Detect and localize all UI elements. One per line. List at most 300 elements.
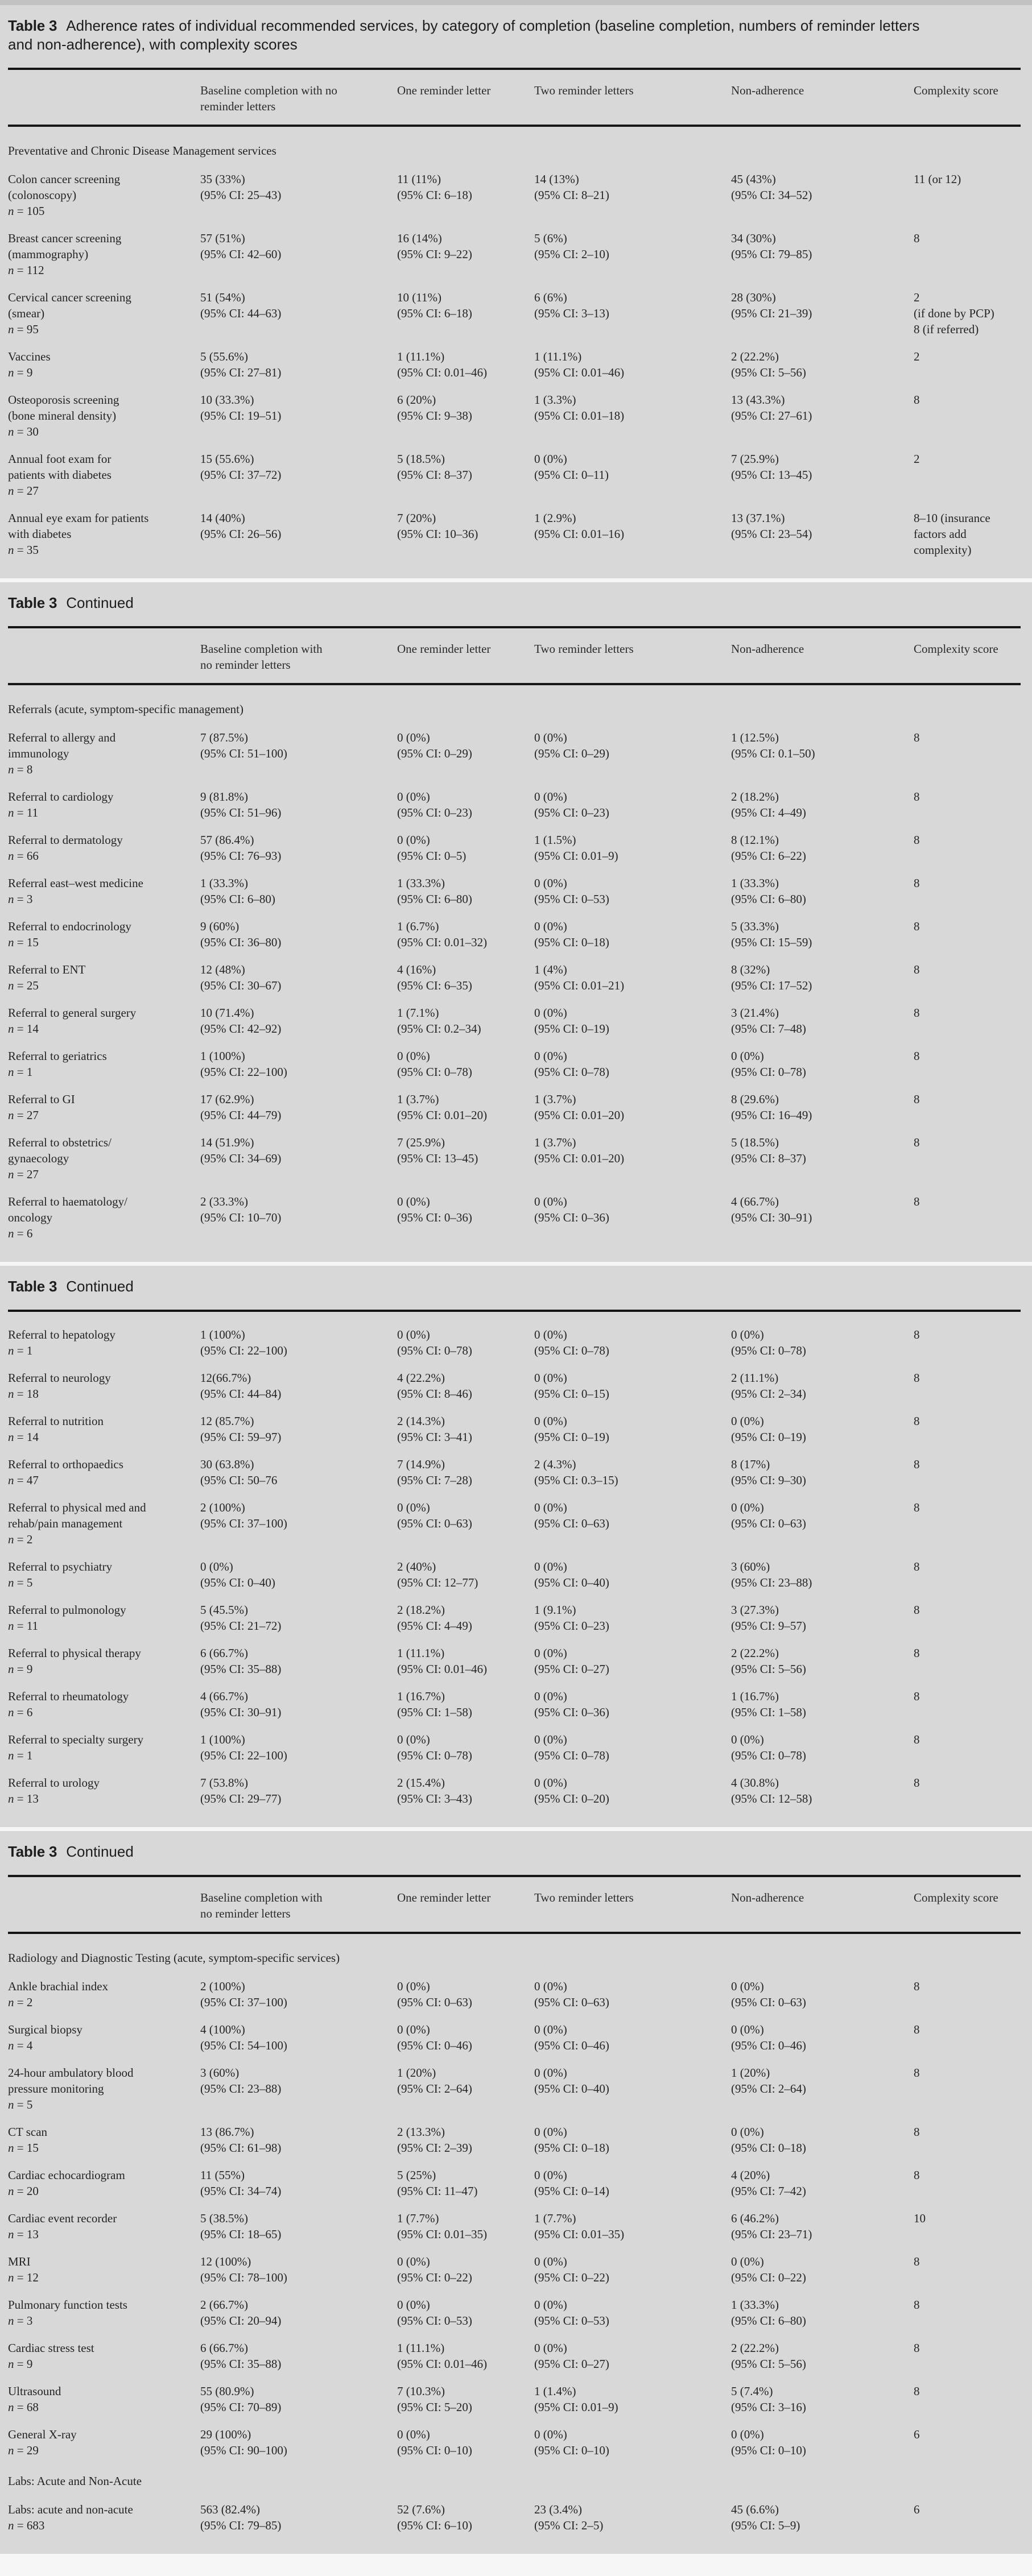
stat-value: 7 (25.9%) [731,452,779,466]
sample-size [8,365,193,380]
stat-value: 0 (0%) [534,2255,567,2268]
stat-cell [200,1500,397,1531]
service-line: Referral to orthopaedics [8,1457,123,1471]
stat-cell [397,2297,534,2329]
stat-cell [534,2254,731,2285]
stat-value: 6 (66.7%) [200,1646,248,1660]
stat-cell [397,289,534,321]
service-line: Cardiac echocardiogram [8,2168,125,2182]
stat-value: 1 (11.1%) [397,2341,445,2355]
stat-cell [200,2254,397,2285]
stat-cell [534,875,731,907]
stat-value: 5 (33.3%) [731,920,779,933]
stat-value: 13 (43.3%) [731,393,785,407]
service-cell [8,2124,200,2156]
stat-value: 5 (18.5%) [397,452,445,466]
stat-ci: (95% CI: 44–79) [200,1108,282,1122]
stat-value: 5 (55.6%) [200,350,248,363]
stat-ci: (95% CI: 9–22) [397,247,472,261]
stat-cell [731,962,914,993]
stat-value: 1 (3.7%) [534,1136,576,1149]
stat-ci: (95% CI: 30–91) [200,1705,282,1719]
complexity-line: 8 [914,231,920,245]
stat-ci: (95% CI: 0–46) [534,2039,609,2052]
complexity-cell [914,2340,1021,2356]
sample-size-value: = 47 [14,1473,39,1487]
table-body [8,1312,1021,1807]
service-line: Referral to pulmonology [8,1603,126,1617]
sample-size-value: = 5 [14,2098,33,2111]
stat-value: 0 (0%) [534,1689,567,1703]
stat-ci: (95% CI: 5–9) [731,2519,800,2532]
stat-ci: (95% CI: 6–80) [731,892,806,906]
stat-cell [534,2426,731,2458]
stat-cell [200,392,397,424]
complexity-line: 8 [914,1689,920,1703]
service-line: Referral to specialty surgery [8,1733,144,1746]
stat-ci: (95% CI: 0.01–35) [397,2227,488,2241]
stat-ci: (95% CI: 0–40) [534,2082,609,2095]
stat-ci: (95% CI: 8–37) [731,1152,806,1165]
stat-cell [731,2297,914,2329]
stat-cell [200,730,397,761]
service-cell [8,1413,200,1445]
service-cell [8,349,200,380]
stat-cell [200,1456,397,1488]
sample-size-symbol: n [8,1227,14,1240]
stat-value: 0 (0%) [534,2125,567,2139]
table-body [8,685,1021,1241]
table-label: Table 3 [8,1843,57,1860]
stat-value: 3 (21.4%) [731,1006,779,1020]
stat-cell [397,1978,534,2010]
sample-size-value: = 29 [14,2444,39,2457]
stat-cell [534,2502,731,2533]
stat-value: 2 (18.2%) [731,790,779,804]
table-body [8,1934,1021,2533]
service-line: Referral to general surgery [8,1006,137,1020]
stat-cell [200,1559,397,1591]
stat-cell [397,1413,534,1445]
table-row [8,2502,1021,2533]
service-line: Referral to obstetrics/ [8,1136,112,1149]
sample-size-value: = 9 [14,2357,33,2371]
stat-ci: (95% CI: 0–78) [397,1749,472,1762]
stat-ci: (95% CI: 0.01–46) [397,1662,488,1676]
stat-ci: (95% CI: 15–59) [731,935,812,949]
stat-ci: (95% CI: 25–43) [200,188,282,202]
stat-cell [200,2167,397,2199]
complexity-line: 8–10 (insurance [914,511,990,525]
stat-value: 6 (20%) [397,393,436,407]
stat-cell [397,230,534,262]
stat-ci: (95% CI: 23–88) [200,2082,282,2095]
stat-value: 1 (100%) [200,1328,245,1341]
sample-size [8,2226,193,2242]
stat-value: 1 (2.9%) [534,511,576,525]
service-cell [8,1327,200,1359]
complexity-cell [914,1978,1021,1994]
stat-cell [200,1413,397,1445]
stat-value: 563 (82.4%) [200,2503,260,2516]
stat-cell [200,1775,397,1807]
stat-cell [200,2297,397,2329]
stat-value: 2 (40%) [397,1560,436,1573]
stat-value: 2 (100%) [200,1979,245,1993]
stat-ci: (95% CI: 42–60) [200,247,282,261]
sample-size-value: = 6 [14,1227,33,1240]
complexity-line: 2 [914,452,920,466]
table-title-line [8,35,1009,54]
complexity-line: 8 [914,1414,920,1428]
stat-cell [731,1005,914,1037]
sample-size-symbol: n [8,204,14,218]
sample-size-symbol: n [8,935,14,949]
stat-cell [534,918,731,950]
stat-cell [200,230,397,262]
stat-ci: (95% CI: 0–40) [200,1576,275,1589]
stat-ci: (95% CI: 0.2–34) [397,1022,481,1036]
complexity-cell [914,1559,1021,1575]
complexity-cell [914,392,1021,408]
stat-ci: (95% CI: 0–18) [534,935,609,949]
table-row [8,1091,1021,1123]
service-line: rehab/pain management [8,1517,123,1530]
stat-ci: (95% CI: 8–37) [397,468,472,482]
stat-cell [397,2167,534,2199]
complexity-cell [914,2022,1021,2037]
stat-ci: (95% CI: 18–65) [200,2227,282,2241]
stat-cell [200,875,397,907]
sample-size [8,203,193,219]
complexity-cell [914,2297,1021,2313]
sample-size [8,2356,193,2372]
stat-value: 0 (0%) [731,2255,764,2268]
service-line: Vaccines [8,350,51,363]
complexity-line: 8 [914,2066,920,2080]
service-line: Referral to dermatology [8,833,123,847]
stat-cell [200,1327,397,1359]
stat-ci: (95% CI: 0–27) [534,1662,609,1676]
sample-size-symbol: n [8,2039,14,2052]
stat-value: 4 (16%) [397,963,436,976]
complexity-line: 8 [914,2384,920,2398]
table-title-line [8,594,1009,612]
stat-ci: (95% CI: 0.01–20) [534,1108,625,1122]
sample-size-value: = 20 [14,2184,39,2198]
stat-value: 52 (7.6%) [397,2503,445,2516]
stat-cell [200,1645,397,1677]
stat-ci: (95% CI: 0–78) [731,1749,806,1762]
service-line: Referral to psychiatry [8,1560,113,1573]
stat-cell [200,171,397,203]
service-cell [8,789,200,821]
section-heading: Referrals (acute, symptom-specific management) [8,702,243,716]
stat-cell [397,789,534,821]
service-cell [8,230,200,278]
stat-ci: (95% CI: 6–80) [200,892,275,906]
stat-ci: (95% CI: 9–57) [731,1619,806,1633]
service-line: Ankle brachial index [8,1979,109,1993]
stat-ci: (95% CI: 0.01–46) [397,366,488,379]
stat-value: 10 (71.4%) [200,1006,254,1020]
stat-value: 4 (66.7%) [200,1689,248,1703]
stat-ci: (95% CI: 0–19) [731,1430,806,1444]
stat-ci: (95% CI: 0.01–46) [534,366,625,379]
complexity-line: (if done by PCP) [914,307,994,320]
stat-ci: (95% CI: 0.01–32) [397,935,488,949]
stat-ci: (95% CI: 0–63) [731,1517,806,1530]
stat-value: 1 (100%) [200,1049,245,1063]
column-header-complexity: Complexity score [914,642,998,656]
stat-value: 1 (33.3%) [200,876,248,890]
sample-size [8,1429,193,1445]
service-line: oncology [8,1211,53,1224]
stat-value: 16 (14%) [397,231,442,245]
stat-ci: (95% CI: 34–52) [731,188,812,202]
stat-ci: (95% CI: 35–88) [200,2357,282,2371]
stat-ci: (95% CI: 5–20) [397,2400,472,2414]
table-row [8,230,1021,278]
stat-cell [534,2167,731,2199]
stat-cell [200,2502,397,2533]
stat-cell [200,2210,397,2242]
stat-value: 1 (11.1%) [534,350,582,363]
sample-size-value: = 9 [14,366,33,379]
complexity-cell [914,1327,1021,1343]
stat-value: 0 (0%) [397,1328,430,1341]
sample-size-symbol: n [8,1065,14,1079]
table-row [8,2124,1021,2156]
sample-size-symbol: n [8,2519,14,2532]
stat-cell [534,1645,731,1677]
stat-ci: (95% CI: 2–64) [397,2082,472,2095]
service-line: Referral to cardiology [8,790,114,804]
stat-cell [731,2124,914,2156]
stat-value: 0 (0%) [731,1979,764,1993]
stat-cell [534,1134,731,1166]
complexity-line: 8 [914,1136,920,1149]
stat-ci: (95% CI: 19–51) [200,409,282,423]
table-block [0,5,1032,578]
stat-cell [200,918,397,950]
sample-size-symbol: n [8,2184,14,2198]
stat-ci: (95% CI: 23–71) [731,2227,812,2241]
sample-size-symbol: n [8,1995,14,2009]
stat-cell [731,1091,914,1123]
table-row [8,2340,1021,2372]
service-line: Cardiac stress test [8,2341,94,2355]
stat-cell [731,349,914,380]
complexity-cell [914,2124,1021,2140]
stat-value: 1 (1.5%) [534,833,576,847]
stat-ci: (95% CI: 0–18) [534,2141,609,2155]
stat-cell [731,1978,914,2010]
sample-size-value: = 2 [14,1533,33,1546]
sample-size [8,761,193,777]
stat-cell [534,289,731,321]
complexity-line: complexity) [914,543,972,557]
stat-value: 0 (0%) [397,1049,430,1063]
complexity-line: 8 [914,1776,920,1790]
service-cell [8,1978,200,2010]
stat-ci: (95% CI: 0–36) [397,1211,472,1224]
stat-cell [397,2124,534,2156]
stat-cell [397,451,534,483]
stat-ci: (95% CI: 0–29) [397,747,472,760]
sample-size-value: = 95 [14,322,39,336]
stat-ci: (95% CI: 0–5) [397,849,467,863]
table-block [0,582,1032,1262]
stat-ci: (95% CI: 0–19) [534,1022,609,1036]
table-label: Table 3 [8,1278,57,1295]
complexity-cell [914,1370,1021,1386]
stat-cell [534,1500,731,1531]
stat-cell [731,510,914,542]
service-line: gynaecology [8,1152,69,1165]
stat-cell [200,962,397,993]
stat-ci: (95% CI: 90–100) [200,2444,287,2457]
sample-size [8,1166,193,1182]
stat-ci: (95% CI: 0–10) [731,2444,806,2457]
complexity-cell [914,510,1021,558]
sample-size-value: = 683 [14,2519,45,2532]
stat-ci: (95% CI: 2–5) [534,2519,604,2532]
sample-size [8,1618,193,1634]
complexity-line: 8 (if referred) [914,322,979,336]
stat-value: 35 (33%) [200,172,245,186]
service-cell [8,730,200,777]
sample-size-value: = 68 [14,2400,39,2414]
stat-value: 0 (0%) [534,2428,567,2441]
stat-cell [397,1091,534,1123]
stat-value: 11 (55%) [200,2168,245,2182]
sample-size [8,891,193,907]
sample-size [8,483,193,499]
complexity-cell [914,1500,1021,1515]
stat-value: 5 (18.5%) [731,1136,779,1149]
stat-value: 2 (33.3%) [200,1195,248,1208]
stat-cell [731,1370,914,1402]
service-line: CT scan [8,2125,48,2139]
service-cell [8,832,200,864]
sample-size-value: = 11 [14,806,39,819]
stat-value: 1 (7.7%) [534,2211,576,2225]
stat-cell [534,451,731,483]
stat-value: 2 (66.7%) [200,2298,248,2312]
stat-ci: (95% CI: 27–61) [731,409,812,423]
stat-ci: (95% CI: 0–22) [731,2271,806,2284]
service-cell [8,875,200,907]
stat-value: 0 (0%) [397,2023,430,2036]
complexity-line: 8 [914,1049,920,1063]
stat-cell [731,2254,914,2285]
stat-value: 0 (0%) [397,1733,430,1746]
service-line: Referral to nutrition [8,1414,104,1428]
stat-cell [534,1456,731,1488]
sample-size-symbol: n [8,1022,14,1036]
stat-value: 0 (0%) [534,1979,567,1993]
stat-cell [397,875,534,907]
stat-ci: (95% CI: 0–15) [534,1387,609,1401]
sample-size-symbol: n [8,2400,14,2414]
column-header-line: reminder letters [200,100,276,113]
complexity-line: 8 [914,1006,920,1020]
sample-size-symbol: n [8,763,14,776]
complexity-line: 8 [914,2023,920,2036]
table-title-line [8,16,1009,35]
complexity-line: 2 [914,291,920,304]
complexity-cell [914,1091,1021,1107]
table-row [8,2167,1021,2199]
stat-ci: (95% CI: 30–91) [731,1211,812,1224]
sample-size-symbol: n [8,2271,14,2284]
stat-cell [200,1048,397,1080]
stat-cell [731,2502,914,2533]
sample-size [8,2269,193,2285]
stat-value: 0 (0%) [534,1371,567,1385]
stat-value: 0 (0%) [731,2125,764,2139]
stat-ci: (95% CI: 0–78) [397,1344,472,1357]
stat-ci: (95% CI: 0–63) [731,1995,806,2009]
stat-value: 5 (7.4%) [731,2384,773,2398]
sample-size-value: = 13 [14,1792,39,1805]
sample-size-value: = 3 [14,2314,33,2327]
stat-value: 1 (100%) [200,1733,245,1746]
sample-size-value: = 4 [14,2039,33,2052]
stat-ci: (95% CI: 6–35) [397,979,472,992]
stat-cell [534,1602,731,1634]
column-header-baseline [200,82,397,114]
service-cell [8,451,200,499]
sample-size [8,2442,193,2458]
stat-value: 55 (80.9%) [200,2384,254,2398]
sample-size-symbol: n [8,1387,14,1401]
stat-cell [200,1370,397,1402]
service-line: Ultrasound [8,2384,61,2398]
stat-ci: (95% CI: 0–46) [731,2039,806,2052]
stat-ci: (95% CI: 50–76 [200,1473,278,1487]
stat-cell [200,1602,397,1634]
stat-value: 14 (40%) [200,511,245,525]
stat-cell [397,1688,534,1720]
stat-value: 29 (100%) [200,2428,251,2441]
stat-value: 1 (33.3%) [731,876,779,890]
stat-cell [534,1327,731,1359]
service-line: Annual eye exam for patients [8,511,149,525]
stat-ci: (95% CI: 1–58) [731,1705,806,1719]
complexity-line: 8 [914,1733,920,1746]
service-line: Colon cancer screening [8,172,121,186]
sample-size [8,2140,193,2156]
service-cell [8,1559,200,1591]
stat-cell [397,730,534,761]
stat-cell [397,2383,534,2415]
stat-ci: (95% CI: 3–43) [397,1792,472,1805]
sample-size [8,1064,193,1080]
stat-value: 1 (3.3%) [534,393,576,407]
stat-cell [731,2210,914,2242]
stat-ci: (95% CI: 0–22) [534,2271,609,2284]
stat-cell [731,1048,914,1080]
stat-value: 7 (25.9%) [397,1136,445,1149]
column-header-two-letters: Two reminder letters [534,642,634,656]
table-block [0,1266,1032,1827]
stat-cell [200,451,397,483]
complexity-line: 8 [914,1979,920,1993]
stat-cell [534,832,731,864]
service-line: Referral to GI [8,1092,75,1106]
